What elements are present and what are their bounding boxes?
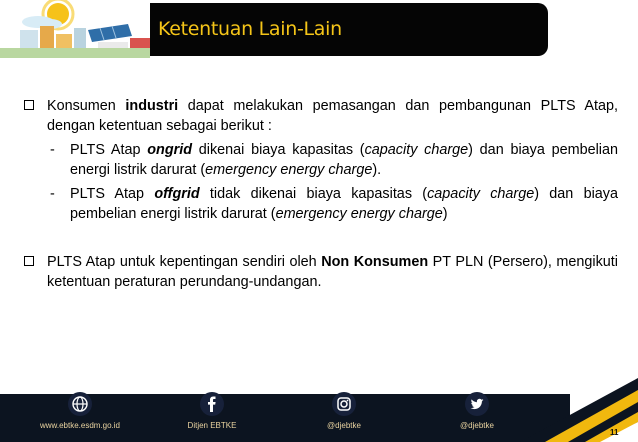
text-run: dikenai biaya kapasitas ( [192, 142, 365, 158]
bullet-item [22, 252, 618, 292]
dash-marker: - [50, 142, 55, 158]
instagram-icon [332, 392, 356, 416]
globe-icon [68, 392, 92, 416]
sub-bullet-item [22, 140, 618, 180]
text-run: dapat melakukan pemasangan dan pembangunan PLTS Atap, dengan ketentuan sebagai berikut : [47, 98, 618, 134]
text-run: PT PLN (Persero), mengikuti ketentuan peraturan perundang-undangan. [47, 254, 618, 290]
page-number: 11 [610, 428, 619, 437]
text-run: ) [442, 206, 448, 222]
text-run: capacity charge [364, 142, 469, 158]
bullet-item [22, 96, 618, 136]
text-run: ongrid [147, 142, 192, 158]
text-run: Konsumen [47, 98, 126, 114]
text-run: ) dan biaya pembelian energi listrik darurat ( [70, 186, 619, 222]
bullet-spacer [22, 224, 618, 252]
dash-marker: - [50, 186, 55, 202]
text-run: ). [372, 162, 382, 178]
page-title: Ketentuan Lain-Lain [158, 18, 342, 40]
footer-website-label: www.ebtke.esdm.go.id [39, 421, 121, 430]
text-run: Non Konsumen [321, 254, 429, 270]
footer-twitter[interactable] [417, 392, 537, 430]
footer-facebook-label: Ditjen EBTKE [187, 421, 237, 430]
text-run: tidak dikenai biaya kapasitas ( [199, 186, 428, 202]
text-run: emergency energy charge [275, 206, 443, 222]
slide-content [22, 96, 618, 292]
footer-website[interactable] [20, 392, 140, 430]
footer-instagram-label: @djebtke [327, 421, 361, 430]
title-bar [150, 3, 548, 56]
text-run: industri [125, 98, 179, 114]
text-run: PLTS Atap [70, 142, 148, 158]
footer-twitter-label: @djebtke [460, 421, 494, 430]
footer-links [0, 392, 638, 442]
footer-facebook[interactable] [152, 392, 272, 430]
footer-instagram[interactable] [284, 392, 404, 430]
text-run: emergency energy charge [205, 162, 373, 178]
text-run: capacity charge [427, 186, 535, 202]
facebook-icon [200, 392, 224, 416]
checkbox-bullet-icon [24, 100, 34, 110]
sub-bullet-item [22, 184, 618, 224]
text-run: PLTS Atap [70, 186, 155, 202]
text-run: PLTS Atap untuk kepentingan sendiri oleh [47, 254, 322, 270]
text-run: offgrid [154, 186, 200, 202]
header-illustration [0, 0, 150, 58]
text-run: ) dan biaya pembelian energi listrik darurat ( [70, 142, 618, 178]
twitter-icon [465, 392, 489, 416]
checkbox-bullet-icon [24, 256, 34, 266]
